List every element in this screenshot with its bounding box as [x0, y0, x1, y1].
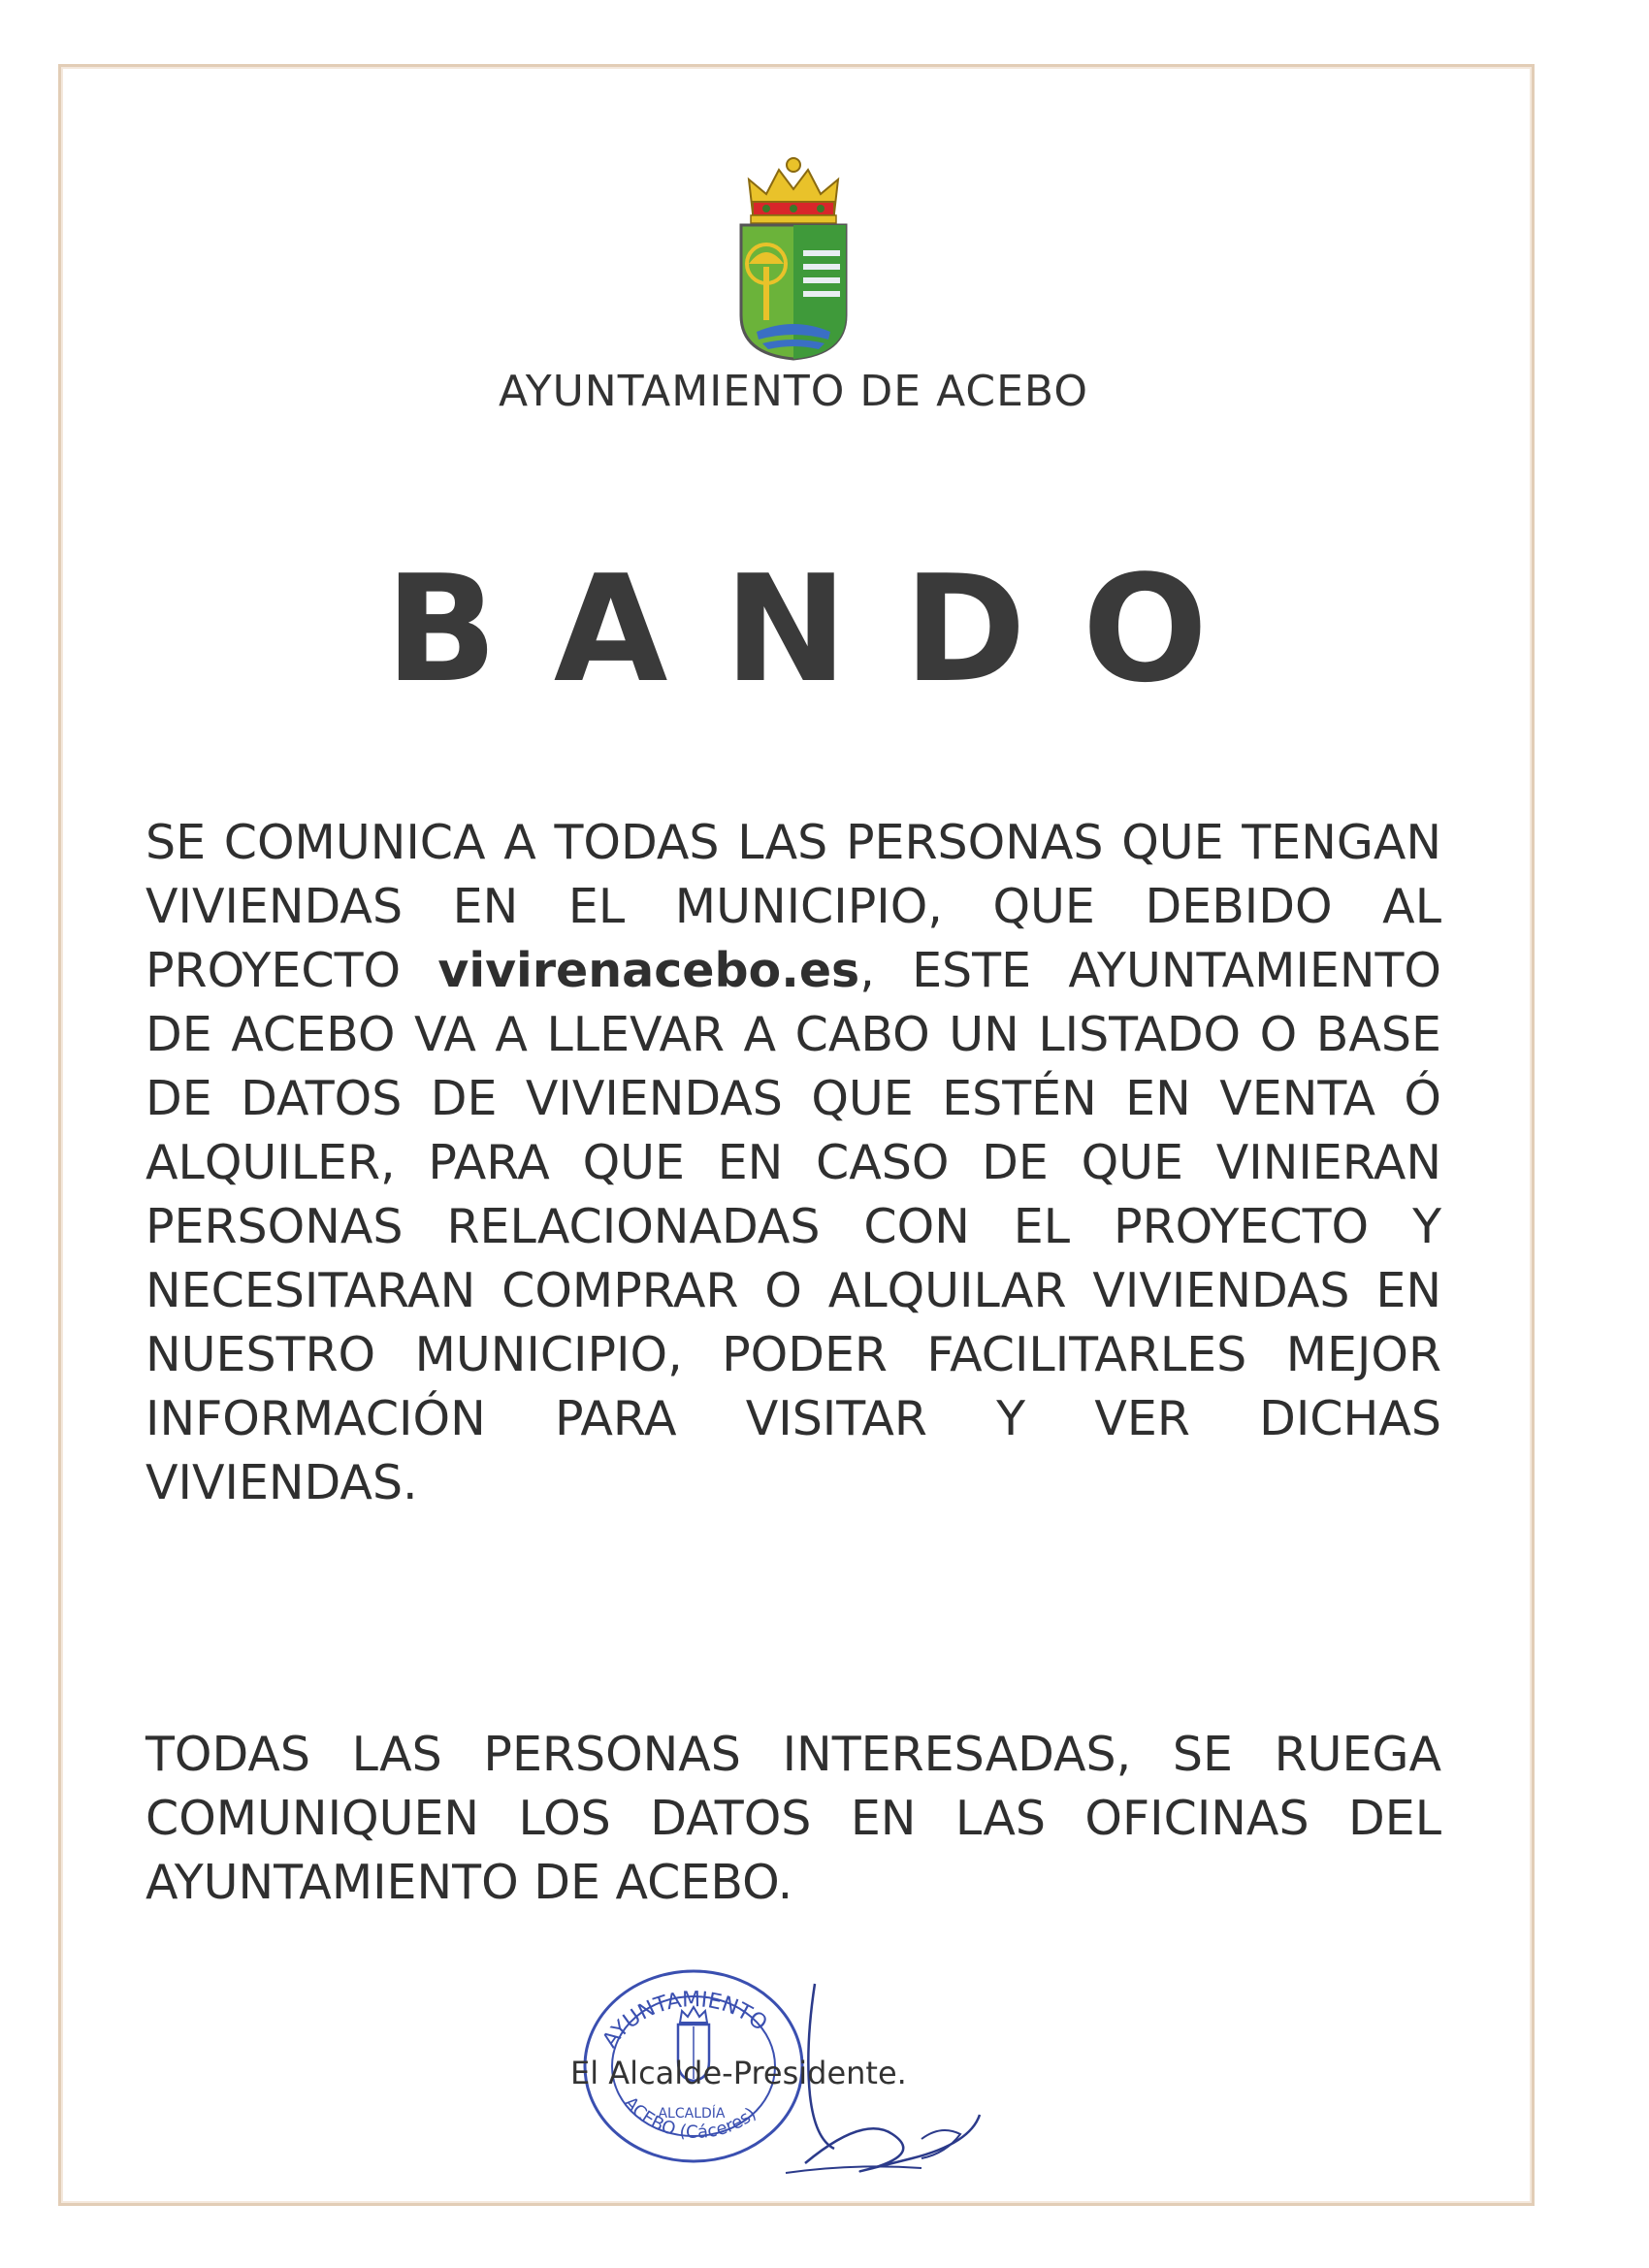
stamp-top-text: AYUNTAMIENTO: [598, 1988, 772, 2053]
signer-title: El Alcalde-Presidente.: [570, 2055, 907, 2091]
municipality-title: AYUNTAMIENTO DE ACEBO: [499, 367, 1088, 416]
notice-text-after: , ESTE AYUNTAMIENTO DE ACEBO VA A LLEVAR A CABO UN LISTADO O BASE DE DATOS DE VIVIENDAS QUE ESTÉN EN VENTA Ó ALQUILER, PARA QUE EN CASO DE QUE VINIERAN PERSONAS RELACIONADAS CON EL PROYECTO Y NECESITARAN COMPRAR O ALQUILAR VIVIENDAS EN NUESTRO MUNICIPIO, PODER FACILITARLES MEJOR INFORMACIÓN PARA VISITAR Y VER DICHAS VIVIENDAS.: [146, 943, 1441, 1510]
coat-of-arms-icon: [735, 155, 852, 364]
project-website-link[interactable]: vivirenacebo.es: [437, 943, 860, 998]
notice-paragraph-1: [146, 811, 1441, 1515]
notice-text-before: SE COMUNICA A TODAS LAS PERSONAS QUE TENGAN VIVIENDAS EN EL MUNICIPIO, QUE DEBIDO AL PROYECTO: [146, 815, 1441, 998]
stamp-bottom-text: ACEBO (Cáceres): [619, 2092, 760, 2143]
document-heading: BANDO: [384, 543, 1265, 715]
stamp-mid-text: ALCALDÍA: [658, 2106, 726, 2122]
notice-paragraph-2: TODAS LAS PERSONAS INTERESADAS, SE RUEGA COMUNIQUEN LOS DATOS EN LAS OFICINAS DEL AYUNTAMIENTO DE ACEBO.: [146, 1727, 1441, 1910]
